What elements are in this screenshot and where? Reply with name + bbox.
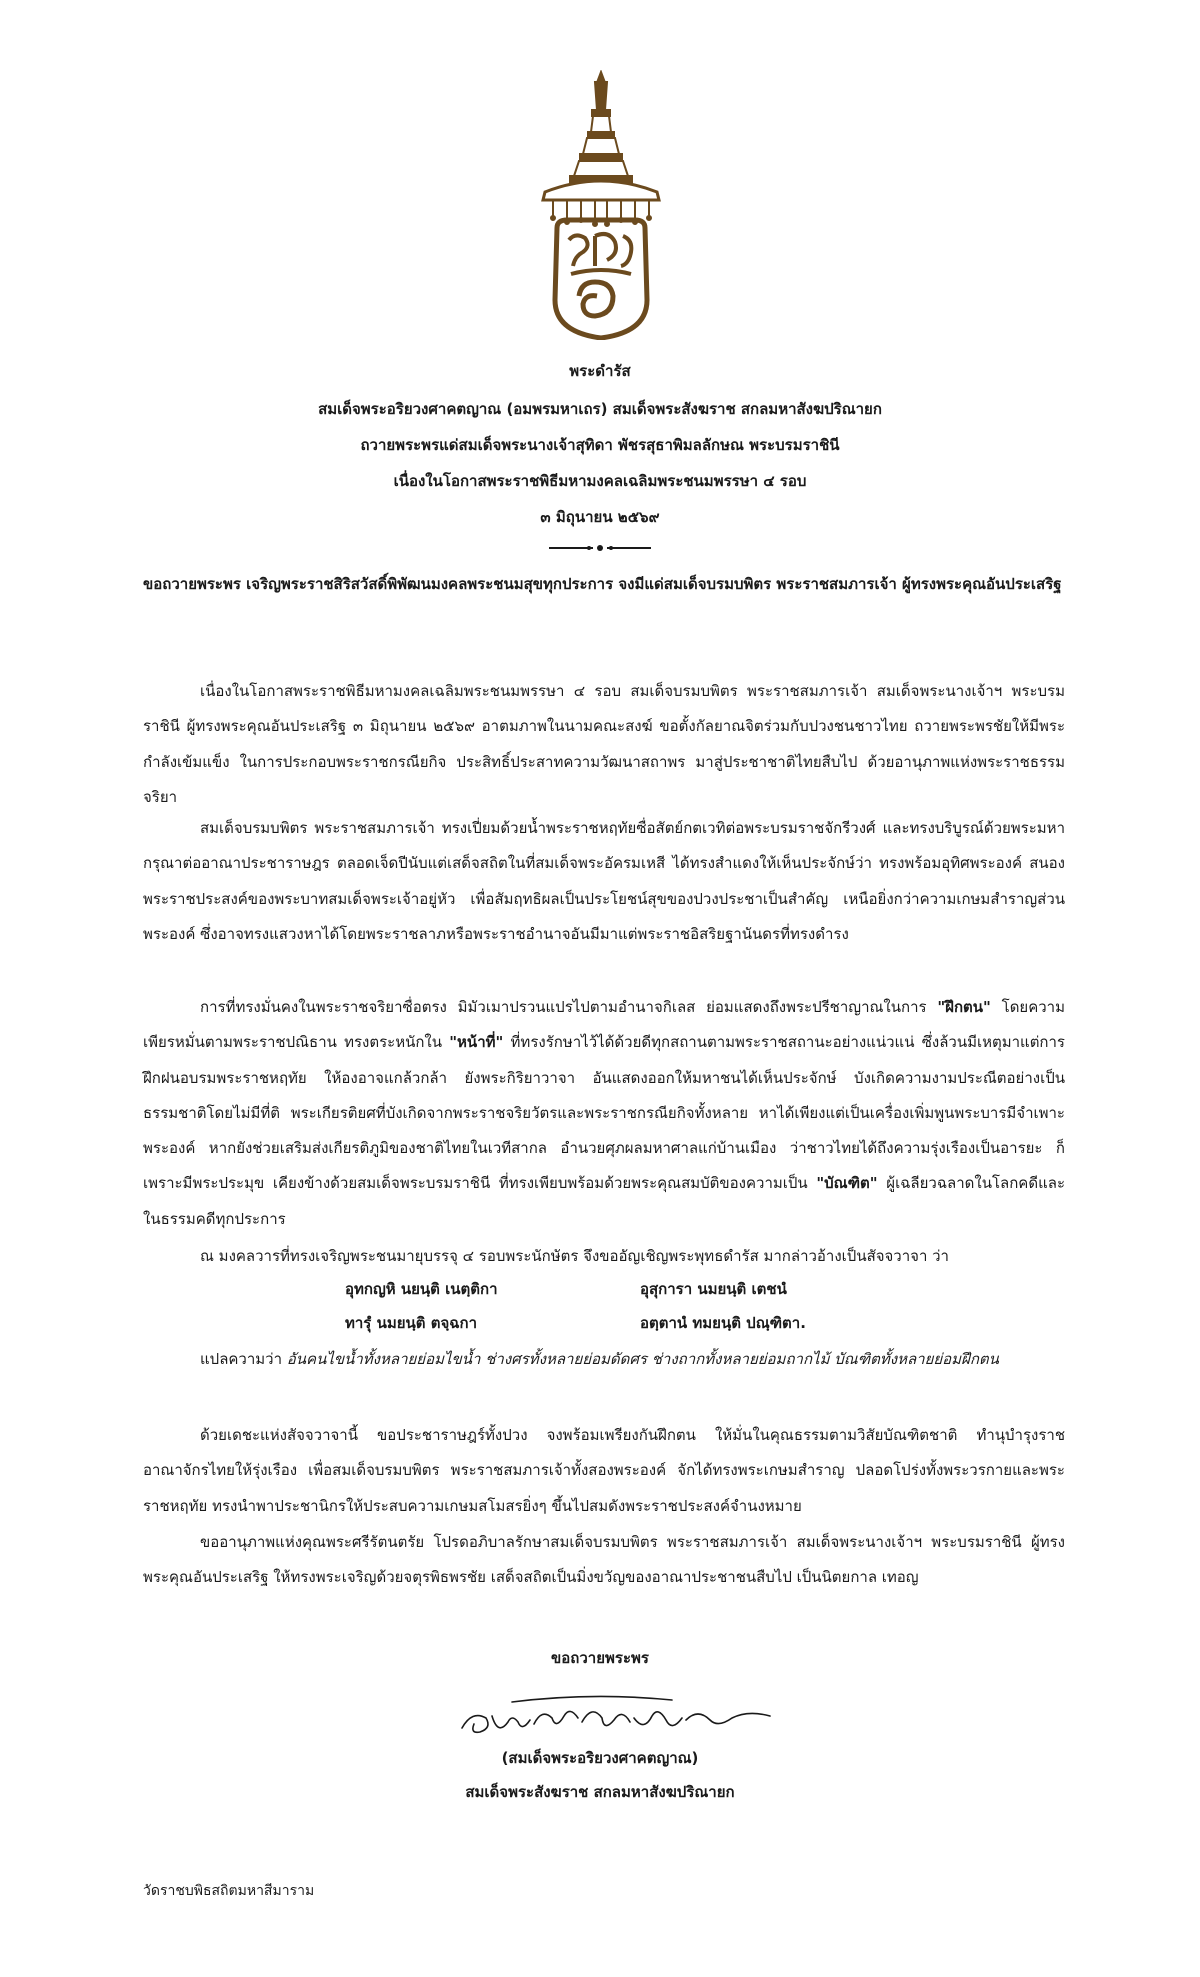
paragraph-blessing: ขออานุภาพแห่งคุณพระศรีรัตนตรัย โปรดอภิบาลรักษาสมเด็จบรมบพิตร พระราชสมภารเจ้า สมเด็จพระนางเจ้าฯ พระบรมราชินี ผู้ทรงพระคุณอันประเสริฐ ให้ทรงพระเจริญด้วยจตุรพิธพรชัย เสด็จสถิตเป็นมิ่งขวัญของอาณาประชาชนสืบไป เป็นนิตยกาล เทอญ bbox=[143, 1533, 1065, 1587]
paragraph-virtues: สมเด็จบรมบพิตร พระราชสมภารเจ้า ทรงเปี่ยมด้วยน้ำพระราชหฤทัยซื่อสัตย์กตเวทิต่อพระบรมราชจักรีวงศ์ และทรงบริบูรณ์ด้วยพระมหากรุณาต่ออาณาประชาราษฎร ตลอดเจ็ดปีนับแต่เสด็จสถิตในที่สมเด็จพระอัครมเหสี ได้ทรงสำแดงให้เห็นประจักษ์ว่า ทรงพร้อมอุทิศพระองค์ สนองพระราชประสงค์ของพระบาทสมเด็จพระเจ้าอยู่หัว เพื่อสัมฤทธิผลเป็นประโยชน์สุขของปวงประชาเป็นสำคัญ เหนือยิ่งกว่าความเกษมสำราญส่วนพระองค์ ซึ่งอาจทรงแสวงหาได้โดยพระราชลาภหรือพระราชอำนาจอันมีมาแต่พระราชอิสริยฐานันดรที่ทรงดำรง bbox=[143, 819, 1065, 943]
verse-line-1b: อุสุการา นมยนฺติ เตชนํ bbox=[640, 1280, 787, 1298]
paragraph-occasion: เนื่องในโอกาสพระราชพิธีมหามงคลเฉลิมพระชนมพรรษา ๔ รอบ สมเด็จบรมบพิตร พระราชสมภารเจ้า สมเด็จพระนางเจ้าฯ พระบรมราชินี ผู้ทรงพระคุณอันประเสริฐ ๓ มิถุนายน ๒๕๖๙ อาตมภาพในนามคณะสงฆ์ ขอตั้งกัลยาณจิตร่วมกับปวงชนชาวไทย ถวายพระพรชัยให้มีพระกำลังเข้มแข็ง ในการประกอบพระราชกรณียกิจ ประสิทธิ์ประสาทความวัฒนาสถาพร มาสู่ประชาชาติไทยสืบไป ด้วยอานุภาพแห่งพระราชธรรมจริยา bbox=[143, 682, 1065, 806]
header-recipient-line: ถวายพระพรแด่สมเด็จพระนางเจ้าสุทิดา พัชรสุธาพิมลลักษณ พระบรมราชินี bbox=[360, 436, 840, 454]
paragraph-translation: แปลความว่า อันคนไขน้ำทั้งหลายย่อมไขน้ำ ช่างศรทั้งหลายย่อมดัดศร ช่างถากทั้งหลายย่อมถากไม้ บัณฑิตทั้งหลายย่อมฝึกตน bbox=[200, 1350, 999, 1368]
paragraph-self-training: การที่ทรงมั่นคงในพระราชจริยาซื่อตรง มิมัวเมาปรวนแปรไปตามอำนาจกิเลส ย่อมแสดงถึงพระปรีชาญาณในการ "ฝึกตน" โดยความเพียรหมั่นตามพระราชปณิธาน ทรงตระหนักใน "หน้าที่" ที่ทรงรักษาไว้ได้ด้วยดีทุกสถานตามพระราชสถานะอย่างแน่วแน่ ซึ่งล้วนมีเหตุมาแต่การฝึกฝนอบรมพระราชหฤทัย ให้องอาจแกล้วกล้า ยังพระกิริยาวาจา อันแสดงออกให้มหาชนได้เห็นประจักษ์ บังเกิดความงามประณีตอย่างเป็นธรรมชาติโดยไม่มีที่ติ พระเกียรติยศที่บังเกิดจากพระราชจริยวัตรและพระราชกรณียกิจทั้งหลาย หาได้เพียงแต่เป็นเครื่องเพิ่มพูนพระบารมีจำเพาะพระองค์ หากยังช่วยเสริมส่งเกียรติภูมิของชาติไทยในเวทีสากล อำนวยศุภผลมหาศาลแก่บ้านเมือง ว่าชาวไทยได้ถึงความรุ่งเรืองเป็นอารยะ ก็เพราะมีพระประมุข เคียงข้างด้วยสมเด็จพระบรมราชินี ที่ทรงเพียบพร้อมด้วยพระคุณสมบัติของความเป็น "บัณฑิต" ผู้เฉลียวฉลาดในโลกคดีและในธรรมคดีทุกประการ bbox=[143, 998, 1065, 1228]
paragraph-opening: ขอถวายพระพร เจริญพระราชสิริสวัสดิ์พิพัฒนมงคลพระชนมสุขทุกประการ จงมีแด่สมเด็จบรมบพิตร พระราชสมภารเจ้า ผู้ทรงพระคุณอันประเสริฐ bbox=[143, 575, 1062, 593]
verse-line-2b: อตฺตานํ ทมยนฺติ ปณฺฑิตา. bbox=[640, 1314, 806, 1332]
document-title: พระดำรัส bbox=[569, 362, 631, 380]
handwritten-signature bbox=[452, 1688, 782, 1748]
header-author-line: สมเด็จพระอริยวงศาคตญาณ (อมพรมหาเถร) สมเด็จพระสังฆราช สกลมหาสังฆปริณายก bbox=[318, 400, 882, 418]
header-occasion-line: เนื่องในโอกาสพระราชพิธีมหามงคลเฉลิมพระชนมพรรษา ๔ รอบ bbox=[393, 472, 807, 490]
paragraph-buddha-words: ณ มงคลวารที่ทรงเจริญพระชนมายุบรรจุ ๔ รอบพระนักษัตร จึงขออัญเชิญพระพุทธดำรัส มากล่าวอ้างเป็นสัจจวาจา ว่า bbox=[200, 1247, 949, 1265]
signatory-title: สมเด็จพระสังฆราช สกลมหาสังฆปริณายก bbox=[465, 1783, 735, 1801]
verse-line-1a: อุทกญหิ นยนฺติ เนตฺติกา bbox=[345, 1280, 498, 1298]
paragraph-wish: ด้วยเดชะแห่งสัจจวาจานี้ ขอประชาราษฎร์ทั้งปวง จงพร้อมเพรียงกันฝึกตน ให้มั่นในคุณธรรมตามวิสัยบัณฑิตชาติ ทำนุบำรุงราชอาณาจักรไทยให้รุ่งเรือง เพื่อสมเด็จบรมบพิตร พระราชสมภารเจ้าทั้งสองพระองค์ จักได้ทรงพระเกษมสำราญ ปลอดโปร่งทั้งพระวรกายและพระราชหฤทัย ทรงนำพาประชานิกรให้ประสบความเกษมสโมสรยิ่งๆ ขึ้นไปสมดังพระราชประสงค์จำนงหมาย bbox=[143, 1426, 1065, 1515]
header-date: ๓ มิถุนายน ๒๕๖๙ bbox=[540, 508, 660, 526]
closing-blessing: ขอถวายพระพร bbox=[551, 1649, 649, 1667]
issuing-location: วัดราชบพิธสถิตมหาสีมาราม bbox=[143, 1883, 315, 1899]
divider-ornament bbox=[545, 541, 655, 555]
verse-line-2a: ทารุํ นมยนฺติ ตจฺฉกา bbox=[345, 1314, 477, 1332]
royal-emblem-icon bbox=[535, 70, 667, 340]
signatory-name: (สมเด็จพระอริยวงศาคตญาณ) bbox=[501, 1749, 699, 1767]
